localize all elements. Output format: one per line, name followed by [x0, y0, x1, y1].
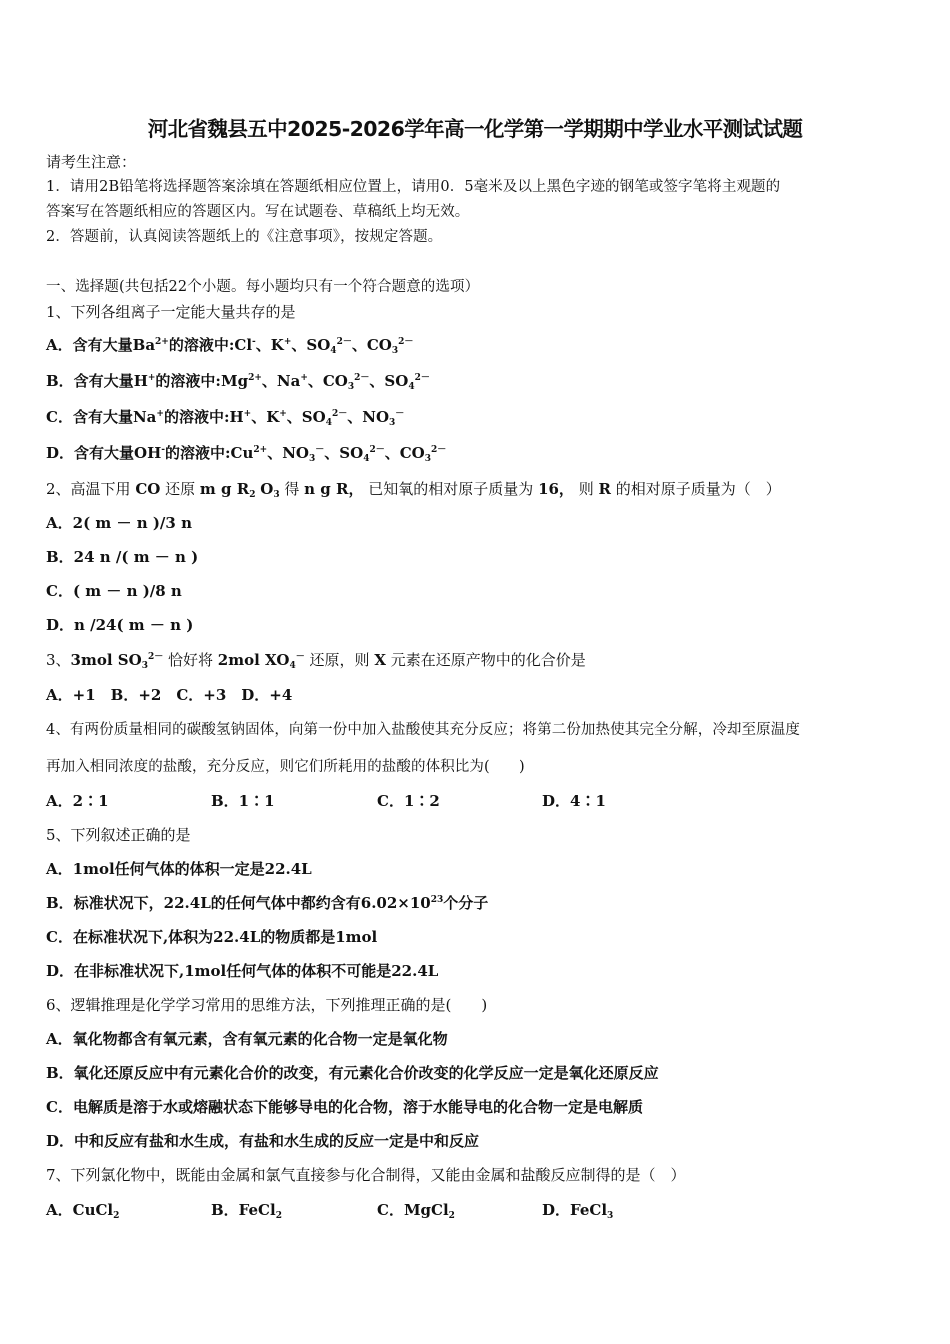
question-5-option-b: B．标准状况下，22.4L的任何气体中都约含有$6.02\times 10^{23}$个分子 [46, 894, 489, 912]
question-4-stem: 4、有两份质量相同的碳酸氢钠固体，向第一份中加入盐酸使其充分反应；将第二份加热使其完全分解，冷却至原温度 [46, 722, 800, 738]
question-1-stem: 1、下列各组离子一定能大量共存的是 [46, 303, 296, 321]
question-5-option-c: C．在标准状况下,体积为22.4L的物质都是1mol [46, 928, 378, 946]
question-2-option-a: A．2( m － n )/3 n [46, 514, 192, 532]
question-1-option-b: B．含有大量H+的溶液中$:Mg^{2+}$、Na+、$CO_3^{2-}$、$SO_4^{2-}$ [46, 372, 430, 392]
question-5-stem: 5、下列叙述正确的是 [46, 826, 191, 844]
question-3-options: A．+1 B．+2 C．+3 D．+4 [46, 686, 293, 704]
question-2-option-d: D．n /24( m － n ) [46, 616, 194, 634]
question-6-option-d: D．中和反应有盐和水生成，有盐和水生成的反应一定是中和反应 [46, 1132, 480, 1150]
question-6-option-c: C．电解质是溶于水或熔融状态下能够导电的化合物，溶于水能导电的化合物一定是电解质 [46, 1098, 643, 1116]
question-2-option-c: C．( m － n )/8 n [46, 582, 182, 600]
question-4-option-d: D．4∶1 [542, 792, 606, 810]
notice-item-2: 2．答题前，认真阅读答题纸上的《注意事项》，按规定答题。 [46, 229, 443, 245]
question-1-option-c: C．含有大量Na+的溶液中:H+、K+、$SO_4^{2-}$、$NO_3^-$ [46, 408, 405, 428]
notice-item-1: 1．请用2B铅笔将选择题答案涂填在答题纸相应位置上，请用0．5毫米及以上黑色字迹的钢笔或签字笔将主观题的 [46, 179, 781, 195]
question-3-stem: 3、3mol $SO_3^{2-}$ 恰好将 2mol $XO_4^-$ 还原，则 X 元素在还原产物中的化合价是 [46, 651, 586, 671]
question-6-option-a: A．氧化物都含有氧元素，含有氧元素的化合物一定是氧化物 [46, 1030, 448, 1048]
question-1-option-d: D．含有大量OH-的溶液中$:Cu^{2+}$、$NO_3^-$、$SO_4^{2-}$、$CO_3^{2-}$ [46, 444, 447, 464]
notice-item-1-cont: 答案写在答题纸相应的答题区内。写在试题卷、草稿纸上均无效。 [46, 204, 470, 220]
question-7-stem: 7、下列氯化物中，既能由金属和氯气直接参与化合制得，又能由金属和盐酸反应制得的是（ ） [46, 1166, 686, 1184]
question-1-option-a: A．含有大量$Ba^{2+}$的溶液中:Cl-、K+、$SO_4^{2-}$、$CO_3^{2-}$ [46, 336, 414, 356]
question-7-option-a: A．CuCl$_2$ [46, 1201, 120, 1221]
question-7-option-b: B．FeCl$_2$ [211, 1201, 282, 1221]
question-7-option-d: D．FeCl$_3$ [542, 1201, 614, 1221]
question-7-option-c: C．MgCl$_2$ [377, 1201, 455, 1221]
question-4-option-a: A．2∶1 [46, 792, 109, 810]
section-heading: 一、选择题(共包括22个小题。每小题均只有一个符合题意的选项） [46, 279, 480, 295]
question-6-stem: 6、逻辑推理是化学学习常用的思维方法，下列推理正确的是( ) [46, 996, 488, 1014]
question-6-option-b: B．氧化还原反应中有元素化合价的改变，有元素化合价改变的化学反应一定是氧化还原反应 [46, 1064, 659, 1082]
question-2-option-b: B．24 n /( m － n ) [46, 548, 199, 566]
question-5-option-d: D．在非标准状况下,1mol任何气体的体积不可能是22.4L [46, 962, 439, 980]
page-title: 河北省魏县五中2025-2026学年高一化学第一学期期中学业水平测试试题 [147, 117, 803, 141]
question-4-stem-cont: 再加入相同浓度的盐酸，充分反应，则它们所耗用的盐酸的体积比为( ) [46, 759, 525, 775]
question-5-option-a: A．1mol任何气体的体积一定是22.4L [46, 860, 312, 878]
notice-heading: 请考生注意： [46, 153, 137, 171]
question-2-stem: 2、高温下用 CO 还原 m g $R_2$ $O_3$ 得 n g R， 已知氧的相对原子质量为 16， 则 R 的相对原子质量为（ ） [46, 480, 781, 500]
question-4-option-c: C．1∶2 [377, 792, 440, 810]
question-4-option-b: B．1∶1 [211, 792, 275, 810]
